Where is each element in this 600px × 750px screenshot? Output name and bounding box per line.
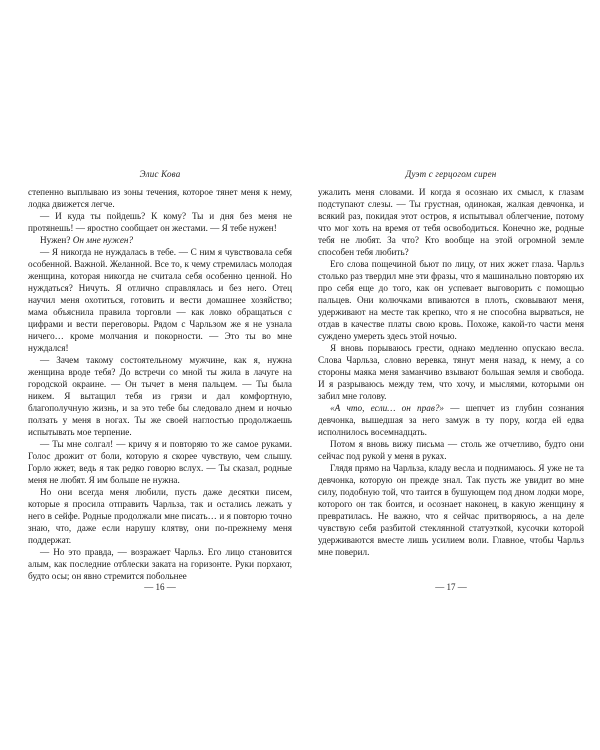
right-page-body [318,186,584,558]
paragraph: ужалить меня словами. И когда я осознаю их смысл, к глазам подступают слезы. — Ты грустная, одинокая, жалкая девчонка, и всякий раз, покидая этот остров, я испытывал облегчение, потому что мог хоть на время от тебя освободиться. Конечно же, родные тебя не любят. За что? Кто вообще на этой огромной земле способен тебя любить? [318,187,584,257]
page-number: — 17 — [435,582,467,592]
right-page [300,0,600,750]
paragraph: — Но это правда, — возражает Чарльз. Его лицо становится алым, как последние отблески заката на горизонте. Руки порхают, будто осы; он явно стремится побольнее [28,547,292,581]
paragraph: Я вновь порываюсь грести, однако медленно опускаю весла. Слова Чарльза, словно веревка, тянут меня назад, к нему, а со стороны маяка меня заманчиво взывают большая земля и свобода. И я разрываюсь между тем, что хочу, и мыслями, которыми он забил мне голову. [318,343,584,401]
running-header-author: Элис Кова [139,169,181,179]
left-page-body [28,186,292,582]
paragraph: степенно выплываю из зоны течения, которое тянет меня к нему, лодка движется легче. [28,187,292,209]
paragraph: Но они всегда меня любили, пусть даже десятки писем, которые я просила отправить Чарльза, так и остались лежать у него в сейфе. Родные продолжали мне писать… и я повторю точно знаю, что, даже если нарушу клятву, они по-прежнему меня поддержат. [28,487,292,545]
paragraph-text: Нужен? Он мне нужен? [40,235,134,245]
paragraph: Его слова пощечиной бьют по лицу, от них жжет глаза. Чарльз столько раз твердил мне эти фразы, что я машинально повторяю их про себя еще до того, как он успевает выговорить с помощью пальцев. Они колючками впиваются в плоть, сковывают меня, удерживают на месте так крепко, что я не способна вырваться, не отдав в качестве платы свою кровь. Похоже, какой-то части меня суждено умереть здесь этой ночью. [318,259,584,341]
page-number: — 16 — [144,582,176,592]
paragraph-italic-quote: «А что, если… он прав?» — шепчет из глубин сознания девчонка, вышедшая за него замуж в ту пору, когда ей едва исполнилось восемнадцать. [318,403,584,437]
paragraph: Глядя прямо на Чарльза, кладу весла и поднимаюсь. Я уже не та девчонка, которую он прежде знал. Так пусть же увидит во мне силу, подобную той, что таится в бушующем под дном лодки море, которого он так боится, и осознает наконец, в какую женщину я превратилась. Не важно, что я сейчас притворяюсь, а на деле чувствую себя разбитой стеклянной статуэткой, кусочки которой удерживаются вместе лишь усилием воли. Главное, чтобы Чарльз мне поверил. [318,463,584,557]
running-header-title: Дуэт с герцогом сирен [405,169,497,179]
paragraph: — Я никогда не нуждалась в тебе. — С ним я чувствовала себя особенной. Важной. Желанной. Все то, к чему стремилась молодая женщина, которая никогда не считала себя особенно ценной. Но нуждаться? Ничуть. Я отлично справлялась и без него. Отец научил меня охотиться, готовить и вести домашнее хозяйство; мама объяснила правила торговли — как ловко обращаться с цифрами и вести переговоры. Рядом с Чарльзом же я не узнала ничего… кроме молчания и покорности. — Это ты во мне нуждался! [28,247,292,353]
paragraph: — И куда ты пойдешь? К кому? Ты и дня без меня не протянешь! — яростно сообщает он жестами. — Я тебе нужен! [28,211,292,233]
paragraph: — Ты мне солгал! — кричу я и повторяю то же самое руками. Голос дрожит от боли, которую я скорее чувствую, чем слышу. Горло жжет, ведь я так редко говорю вслух. — Ты сказал, родные меня не любят. Я им больше не нужна. [28,439,292,485]
paragraph: Потом я вновь вижу письма — столь же отчетливо, будто они сейчас под рукой у меня в руках. [318,439,584,461]
paragraph-italic-thought [28,234,292,246]
paragraph: — Зачем такому состоятельному мужчине, как я, нужна женщина вроде тебя? До встречи со мной ты жила в лачуге на городской окраине. — Он тычет в меня пальцем. — Ты была никем. Я вытащил тебя из грязи и дал комфортную, благополучную жизнь, и за это тебе бы следовало днем и ночью ползать у меня в ногах. Ты же своей наглостью продолжаешь испытывать мое терпение. [28,355,292,437]
